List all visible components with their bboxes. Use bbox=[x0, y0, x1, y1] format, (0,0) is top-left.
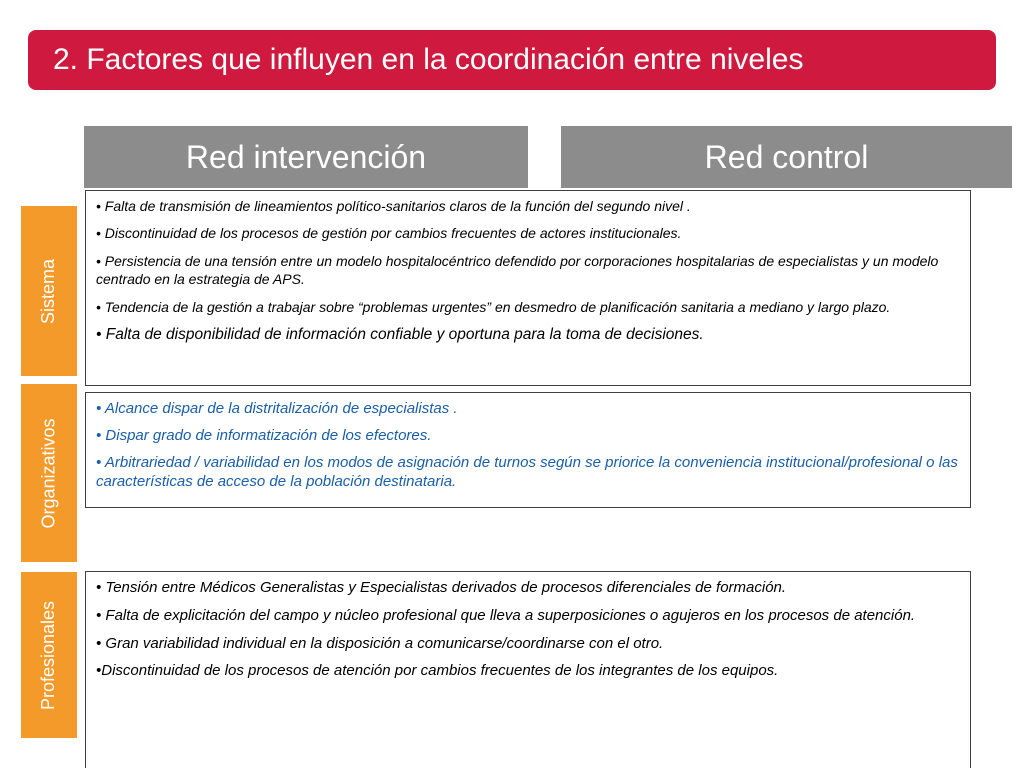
label-organizativos bbox=[21, 384, 77, 562]
label-sistema-text: Sistema bbox=[38, 258, 59, 324]
sistema-item: • Falta de disponibilidad de información confiable y oportuna para la toma de decisiones. bbox=[96, 326, 704, 344]
profesionales-item: • Tensión entre Médicos Generalistas y Especialistas derivados de procesos diferenciales de formación. bbox=[96, 579, 787, 596]
sistema-item: • Discontinuidad de los procesos de gestión por cambios frecuentes de actores institucionales. bbox=[96, 225, 682, 242]
page-title: 2. Factores que influyen en la coordinación entre niveles bbox=[53, 43, 804, 76]
label-profesionales bbox=[21, 572, 77, 738]
organizativos-item: • Dispar grado de informatización de los efectores. bbox=[96, 426, 432, 444]
header-red-control: Red control bbox=[561, 126, 1012, 188]
profesionales-item: •Discontinuidad de los procesos de atención por cambios frecuentes de los integrantes de los equipos. bbox=[96, 662, 779, 680]
profesionales-item: • Gran variabilidad individual en la disposición a comunicarse/coordinarse con el otro. bbox=[96, 634, 664, 652]
label-organizativos-text: Organizativos bbox=[38, 417, 59, 529]
profesionales-box bbox=[85, 571, 971, 768]
organizativos-box bbox=[85, 392, 971, 508]
header-red-intervencion: Red intervención bbox=[84, 126, 528, 188]
organizativos-item: • Alcance dispar de la distritalización de especialistas . bbox=[96, 400, 458, 417]
sistema-item: • Persistencia de una tensión entre un modelo hospitalocéntrico defendido por corporaciones hospitalarias de especialistas y un modelo centrado en la estrategia de APS. bbox=[96, 252, 939, 288]
sistema-item: • Tendencia de la gestión a trabajar sobre “problemas urgentes” en desmedro de planificación sanitaria a mediano y largo plazo. bbox=[96, 298, 891, 315]
profesionales-item: • Falta de explicitación del campo y núcleo profesional que lleva a superposiciones o agujeros en los procesos de atención. bbox=[96, 606, 916, 624]
label-profesionales-text: Profesionales bbox=[38, 600, 59, 710]
sistema-item: • Falta de transmisión de lineamientos político-sanitarios claros de la función del segundo nivel . bbox=[96, 198, 691, 214]
organizativos-item: • Arbitrariedad / variabilidad en los modos de asignación de turnos según se priorice la conveniencia institucional/profesional o las características de acceso de la población destinataria. bbox=[96, 453, 958, 491]
sistema-box bbox=[85, 190, 971, 386]
label-sistema bbox=[21, 206, 77, 376]
title-bar bbox=[28, 30, 996, 90]
